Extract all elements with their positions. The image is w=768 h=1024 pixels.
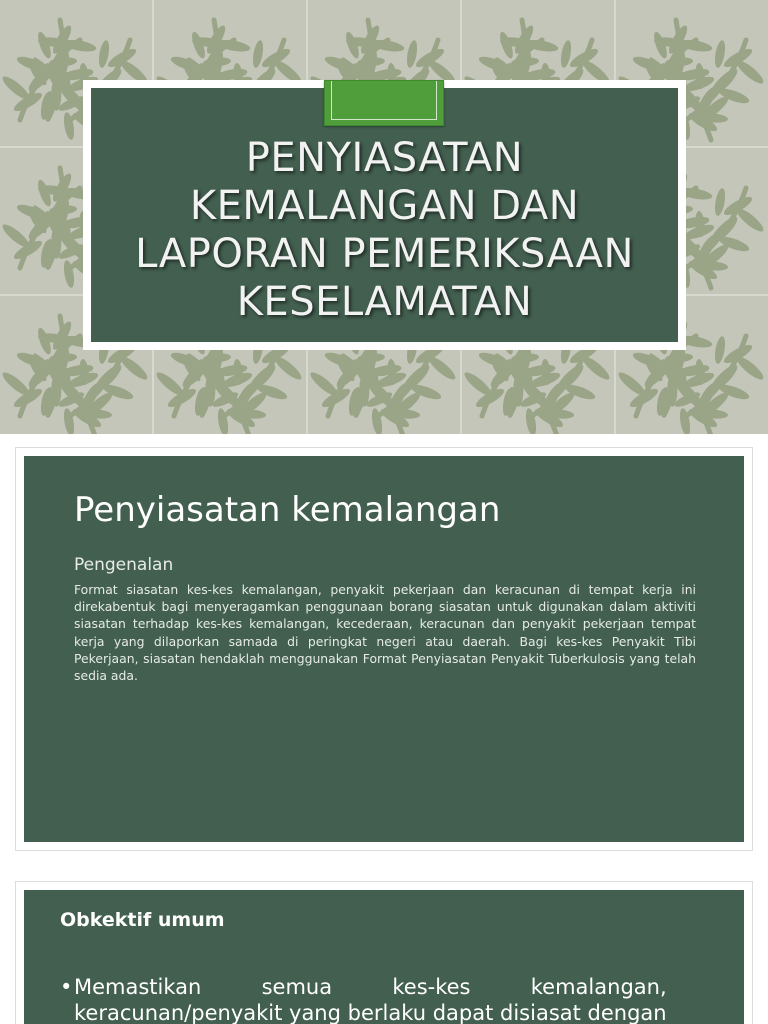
bullet-icon: • bbox=[60, 975, 73, 999]
objectives-slide bbox=[15, 881, 753, 1024]
intro-panel bbox=[24, 456, 744, 842]
objectives-panel bbox=[24, 890, 744, 1024]
accent-tab bbox=[324, 80, 444, 126]
slide-title: PENYIASATAN KEMALANGAN DAN LAPORAN PEMERIKSAAN KESELAMATAN bbox=[135, 135, 634, 325]
intro-slide bbox=[15, 447, 753, 851]
bullet-text bbox=[74, 974, 667, 1024]
bullet-line: Memastikan semua kes-kes kemalangan, bbox=[74, 975, 667, 999]
section-title: Penyiasatan kemalangan bbox=[74, 490, 501, 530]
title-panel bbox=[91, 88, 678, 342]
section-body: Format siasatan kes-kes kemalangan, penyakit pekerjaan dan keracunan di tempat kerja ini direkabentuk bagi menyeragamkan penggunaan borang siasatan untuk digunakan dalam aktiviti siasatan terhadap kes-kes kemalangan, kecederaan, keracunan dan penyakit pekerjaan tempat kerja yang dilaporkan samada di peringkat negeri atau daerah. Bagi kes-kes Penyakit Tibi Pekerjaan, siasatan hendaklah menggunakan Format Penyiasatan Penyakit Tuberkulosis yang telah sedia ada. bbox=[74, 582, 696, 684]
section-subtitle: Pengenalan bbox=[74, 555, 174, 575]
bullet-item bbox=[60, 974, 708, 1024]
title-slide bbox=[0, 0, 768, 434]
objectives-title: Obkektif umum bbox=[60, 909, 225, 931]
bullet-line: keracunan/penyakit yang berlaku dapat disiasat dengan bbox=[74, 1001, 667, 1024]
